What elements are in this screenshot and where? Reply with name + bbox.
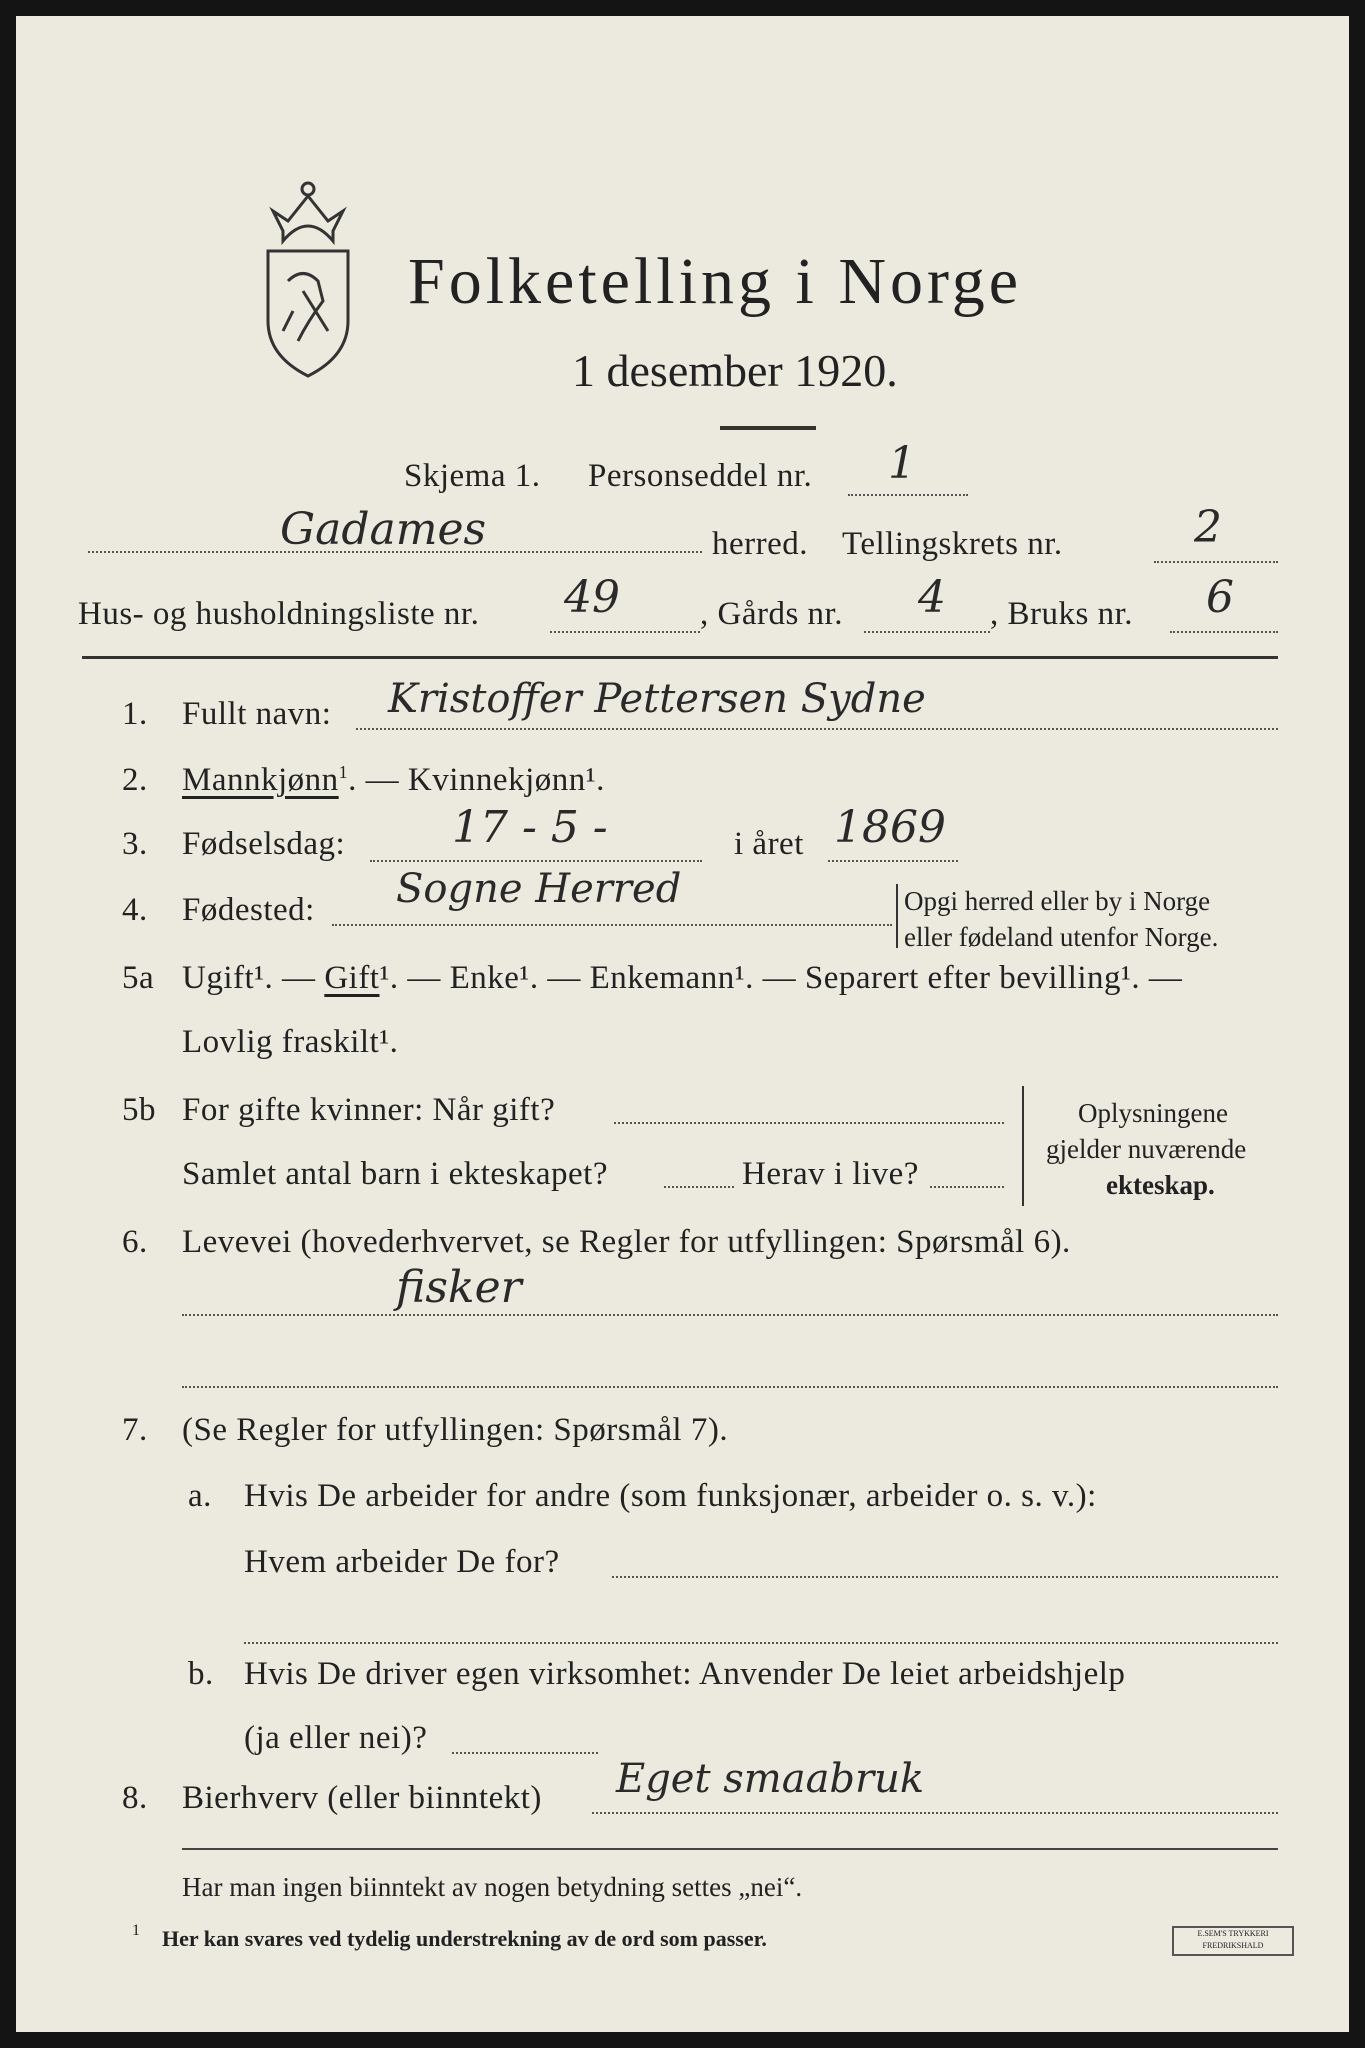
q5b-label: For gifte kvinner: Når gift? <box>182 1092 556 1128</box>
q8-secondary-income: Eget smaabruk <box>616 1756 925 1802</box>
q5a-line2: Lovlig fraskilt¹. <box>182 1024 399 1060</box>
q7a-label-2: Hvem arbeider De for? <box>244 1544 560 1580</box>
footer-rule <box>182 1848 1278 1850</box>
hus-label: Hus- og husholdningsliste nr. <box>78 596 480 632</box>
q5b-note-3: ekteskap. <box>1106 1170 1215 1200</box>
printer-stamp: E.SEM'S TRYKKERI FREDRIKSHALD <box>1172 1926 1294 1956</box>
q3-birth-year: 1869 <box>834 802 946 853</box>
hus-value: 49 <box>564 572 620 623</box>
norwegian-coat-of-arms-icon <box>248 171 368 381</box>
header-rule <box>82 656 1278 659</box>
q3-label: Fødselsdag: <box>182 826 346 862</box>
bruks-value: 6 <box>1206 572 1234 623</box>
q7a-label: Hvis De arbeider for andre (som funksjonær, arbeider o. s. v.): <box>244 1478 1097 1514</box>
q5b-number: 5b <box>122 1092 156 1128</box>
q5a-status: Ugift¹. — Gift¹. — Enke¹. — Enkemann¹. — Separert efter bevilling¹. — <box>182 960 1183 996</box>
footnote: Her kan svares ved tydelig understrekning av de ord som passer. <box>162 1926 767 1951</box>
q6-label: Levevei (hovederhvervet, se Regler for utfyllingen: Spørsmål 6). <box>182 1224 1071 1260</box>
q8-number: 8. <box>122 1780 148 1816</box>
q3-year-label: i året <box>734 826 804 862</box>
q7-number: 7. <box>122 1412 148 1448</box>
q1-label: Fullt navn: <box>182 696 332 732</box>
herred-value: Gadames <box>280 504 487 555</box>
gards-label: , Gårds nr. <box>700 596 843 632</box>
q2-sex: Mannkjønn$^1$. — Kvinnekjønn¹. <box>182 762 605 798</box>
herred-label: herred. <box>712 526 809 562</box>
gards-value: 4 <box>918 572 946 623</box>
q4-note-2: eller fødeland utenfor Norge. <box>904 922 1219 952</box>
q5b-note-2: gjelder nuværende <box>1046 1134 1247 1164</box>
personseddel-value: 1 <box>888 438 916 489</box>
q4-note-1: Opgi herred eller by i Norge <box>904 886 1211 916</box>
q2-number: 2. <box>122 762 148 798</box>
q7-label: (Se Regler for utfyllingen: Spørsmål 7). <box>182 1412 729 1448</box>
q4-birthplace: Sogne Herred <box>396 866 682 912</box>
footer-note: Har man ingen biinntekt av nogen betydning settes „nei“. <box>182 1872 803 1902</box>
q3-number: 3. <box>122 826 148 862</box>
q5b-label-2: Samlet antal barn i ekteskapet? <box>182 1156 609 1192</box>
skjema-label: Skjema 1. <box>404 458 541 494</box>
personseddel-label: Personseddel nr. <box>588 458 813 494</box>
q8-label: Bierhverv (eller biinntekt) <box>182 1780 542 1816</box>
q7b-letter: b. <box>188 1656 214 1692</box>
title-divider <box>720 426 816 430</box>
q5a-married: Gift <box>324 960 380 996</box>
q1-number: 1. <box>122 696 148 732</box>
tellingskrets-label: Tellingskrets nr. <box>842 526 1063 562</box>
q5b-herav: Herav i live? <box>742 1156 919 1192</box>
q1-full-name: Kristoffer Pettersen Sydne <box>388 676 926 722</box>
q5a-number: 5a <box>122 960 155 996</box>
q2-male: Mannkjønn <box>182 762 339 798</box>
q6-occupation: fisker <box>396 1262 522 1313</box>
q5b-note-1: Oplysningene <box>1078 1098 1228 1128</box>
q4-label: Fødested: <box>182 892 315 928</box>
census-form <box>16 16 1349 2032</box>
q7b-label: Hvis De driver egen virksomhet: Anvender De leiet arbeidshjelp <box>244 1656 1126 1692</box>
q3-birthdate: 17 - 5 - <box>452 802 608 853</box>
footnote-mark: 1 <box>132 1922 140 1939</box>
census-date: 1 desember 1920. <box>572 345 898 396</box>
form-title: Folketelling i Norge <box>408 245 1023 318</box>
bruks-label: , Bruks nr. <box>990 596 1134 632</box>
q7a-letter: a. <box>188 1478 212 1514</box>
q6-number: 6. <box>122 1224 148 1260</box>
tellingskrets-value: 2 <box>1194 502 1222 553</box>
q7b-label-2: (ja eller nei)? <box>244 1720 428 1756</box>
q4-number: 4. <box>122 892 148 928</box>
